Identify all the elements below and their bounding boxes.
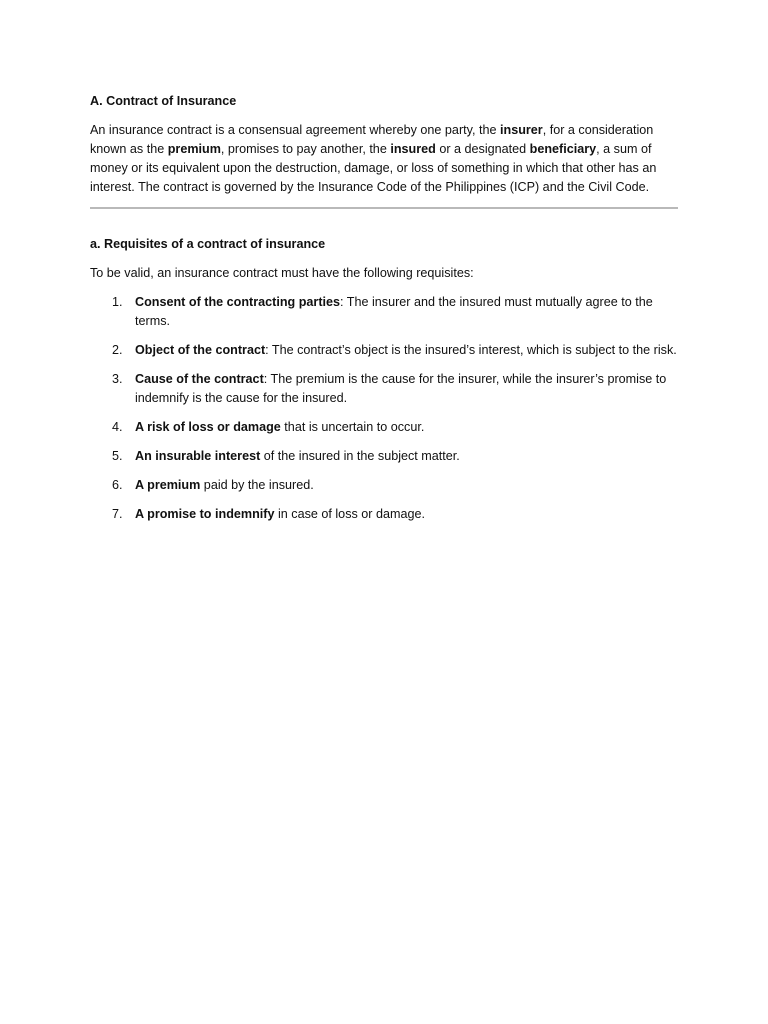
term-insured: insured xyxy=(390,142,436,156)
list-number: 5. xyxy=(112,449,123,463)
list-item-term: An insurable interest xyxy=(135,449,261,463)
list-item xyxy=(90,505,678,524)
intro-text-1: An insurance contract is a consensual agreement whereby one party, the xyxy=(90,123,500,137)
list-number: 6. xyxy=(112,478,123,492)
list-number: 4. xyxy=(112,420,123,434)
subsection-title: a. Requisites of a contract of insurance xyxy=(90,237,326,251)
list-item xyxy=(90,370,678,408)
list-item xyxy=(90,447,678,466)
list-item xyxy=(90,418,678,437)
requisites-list xyxy=(90,293,678,524)
intro-text-4: or a designated xyxy=(435,142,530,156)
list-item-text: : The insurer and the insured must mutually agree to the terms. xyxy=(135,295,653,328)
term-premium: premium xyxy=(167,142,221,156)
list-item-text: : The contract’s object is the insured’s interest, which is subject to the risk. xyxy=(265,343,677,357)
list-item-text: of the insured in the subject matter. xyxy=(260,449,460,463)
list-number: 2. xyxy=(112,343,123,357)
list-item-text: in case of loss or damage. xyxy=(274,507,425,521)
list-number: 1. xyxy=(112,295,123,309)
list-item xyxy=(90,476,678,495)
intro-text-2: , for a consideration known as the xyxy=(90,123,654,156)
list-item-term: Cause of the contract xyxy=(135,372,264,386)
intro-paragraph xyxy=(90,121,678,197)
list-item-text: that is uncertain to occur. xyxy=(280,420,425,434)
document-page xyxy=(90,92,678,534)
list-number: 7. xyxy=(112,507,123,521)
intro-text-5: , a sum of money or its equivalent upon the destruction, damage, or loss of something in which that other has an interest. The contract is governed by the Insurance Code of the Philippines (ICP) and the Civil Code. xyxy=(90,142,657,194)
list-item-term: Object of the contract xyxy=(135,343,266,357)
list-item xyxy=(90,293,678,331)
term-beneficiary: beneficiary xyxy=(529,142,597,156)
list-item-term: A risk of loss or damage xyxy=(135,420,281,434)
list-item-term: Consent of the contracting parties xyxy=(135,295,341,309)
horizontal-divider xyxy=(90,207,678,209)
section-title: A. Contract of Insurance xyxy=(90,94,237,108)
intro-text-3: , promises to pay another, the xyxy=(220,142,391,156)
term-insurer: insurer xyxy=(500,123,543,137)
list-number: 3. xyxy=(112,372,123,386)
lead-paragraph: To be valid, an insurance contract must have the following requisites: xyxy=(90,266,474,280)
list-item-text: : The premium is the cause for the insurer, while the insurer’s promise to indemnify is the cause for the insured. xyxy=(135,372,667,405)
list-item-text: paid by the insured. xyxy=(200,478,314,492)
list-item xyxy=(90,341,678,360)
list-item-term: A promise to indemnify xyxy=(135,507,275,521)
list-item-term: A premium xyxy=(135,478,201,492)
